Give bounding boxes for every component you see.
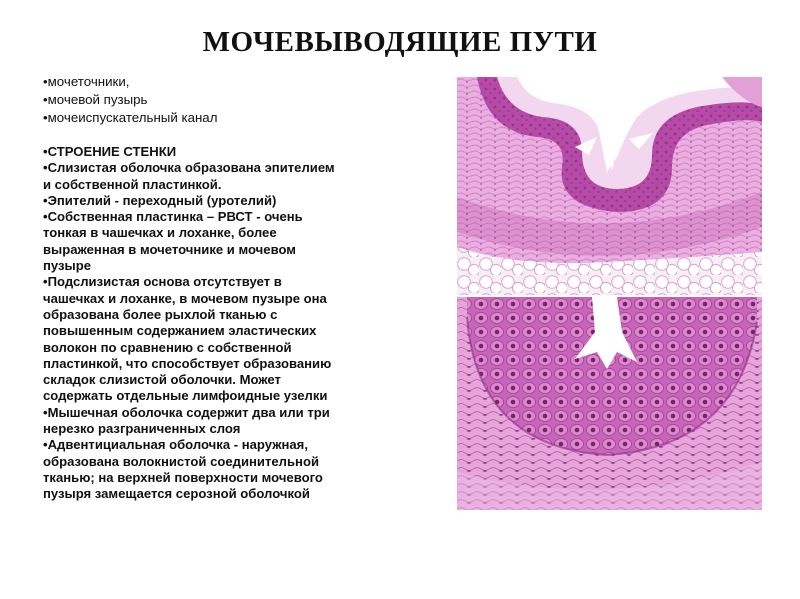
epithelium-item: •Эпителий - переходный (уротелий) [43,192,277,208]
wall-structure-list [43,144,443,503]
ureter-micrograph-image [457,77,762,295]
organ-item-ureters: •мочеточники, [43,74,130,89]
urothelium-micrograph-image [457,297,762,510]
urothelium-micrograph [457,297,762,510]
ureter-micrograph [457,77,762,295]
organs-list [43,73,443,127]
organ-item-urethra: •мочеиспускательный канал [43,110,218,125]
wall-structure-heading: •СТРОЕНИЕ СТЕНКИ [43,144,177,159]
submucosa-item: •Подслизистая основа отсутствует в чашечках и лоханке, в мочевом пузыре она образована более рыхлой тканью с повышенным содержанием эластических волокон по сравнению с собственной пластинкой, что способствует образованию складок слизистой оболочки. Может содержать отдельные лимфоидные узелки [43,274,332,404]
lamina-propria-item: •Собственная пластинка – РВСТ - очень тонкая в чашечках и лоханке, более выраженная в мочеточнике и мочевом пузыре [43,209,303,274]
slide-title: МОЧЕВЫВОДЯЩИЕ ПУТИ [202,26,598,58]
organ-item-bladder: •мочевой пузырь [43,92,148,107]
adventitia-item: •Адвентициальная оболочка - наружная, образована волокнистой соединительной тканью; на верхней поверхности мочевого пузыря замещается серозной оболочкой [43,437,323,502]
mucosa-item: •Слизистая оболочка образована эпителием и собственной пластинкой. [43,160,335,192]
muscular-layer-item: •Мышечная оболочка содержит два или три нерезко разграниченных слоя [43,404,330,437]
